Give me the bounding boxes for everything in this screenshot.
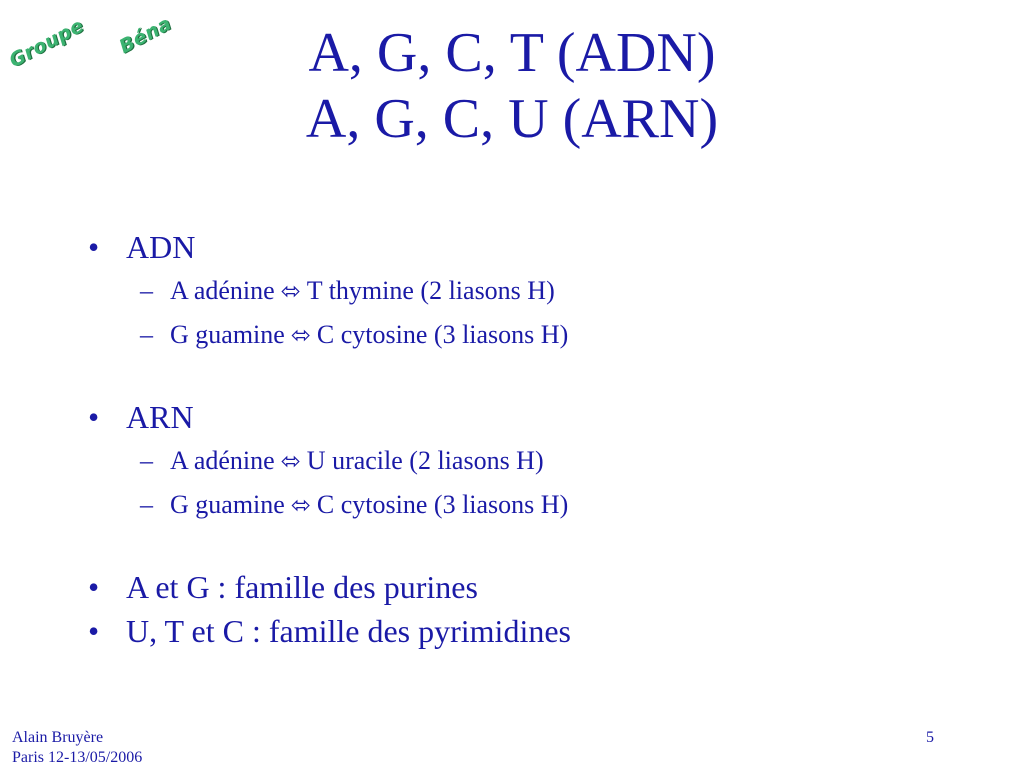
sub-item-arn-1 — [88, 439, 968, 483]
double-arrow-icon: ⬄ — [290, 491, 311, 519]
sub-item-arn-2 — [88, 483, 968, 527]
dash-marker: – — [140, 276, 153, 305]
bullet-arn — [88, 395, 968, 439]
bullet-text: U, T et C : famille des pyrimidines — [126, 613, 571, 649]
base-right: U uracile (2 liasons H) — [306, 446, 544, 475]
footer-credits — [12, 728, 142, 768]
slide-body — [88, 225, 968, 653]
page-number: 5 — [926, 729, 934, 746]
base-left: G guamine — [170, 490, 285, 519]
bullet-marker: • — [88, 569, 100, 605]
footer-event: Paris 12-13/05/2006 — [12, 749, 143, 766]
base-right: C cytosine (3 liasons H) — [316, 490, 569, 519]
bullet-label: ARN — [126, 399, 194, 435]
bullet-adn — [88, 225, 968, 269]
bullet-purines — [88, 565, 968, 609]
double-arrow-icon: ⬄ — [280, 277, 301, 305]
bullet-marker: • — [88, 229, 100, 265]
logo-groupe: Groupe — [5, 14, 88, 73]
base-right: C cytosine (3 liasons H) — [316, 320, 569, 349]
footer-author: Alain Bruyère — [12, 729, 104, 746]
bullet-marker: • — [88, 613, 100, 649]
sub-item-adn-2 — [88, 313, 968, 357]
title-line-2: A, G, C, U (ARN) — [305, 88, 719, 150]
title-line-1: A, G, C, T (ADN) — [308, 22, 716, 84]
bullet-marker: • — [88, 399, 100, 435]
double-arrow-icon: ⬄ — [290, 321, 311, 349]
bullet-text: A et G : famille des purines — [126, 569, 478, 605]
slide-title — [0, 20, 1024, 152]
double-arrow-icon: ⬄ — [280, 447, 301, 475]
dash-marker: – — [140, 490, 153, 519]
bullet-label: ADN — [126, 229, 196, 265]
dash-marker: – — [140, 320, 153, 349]
dash-marker: – — [140, 446, 153, 475]
base-right: T thymine (2 liasons H) — [306, 276, 555, 305]
logo-bena: Béna — [115, 12, 176, 58]
base-left: A adénine — [170, 276, 275, 305]
sub-item-adn-1 — [88, 269, 968, 313]
base-left: G guamine — [170, 320, 285, 349]
base-left: A adénine — [170, 446, 275, 475]
bullet-pyrimidines — [88, 609, 968, 653]
